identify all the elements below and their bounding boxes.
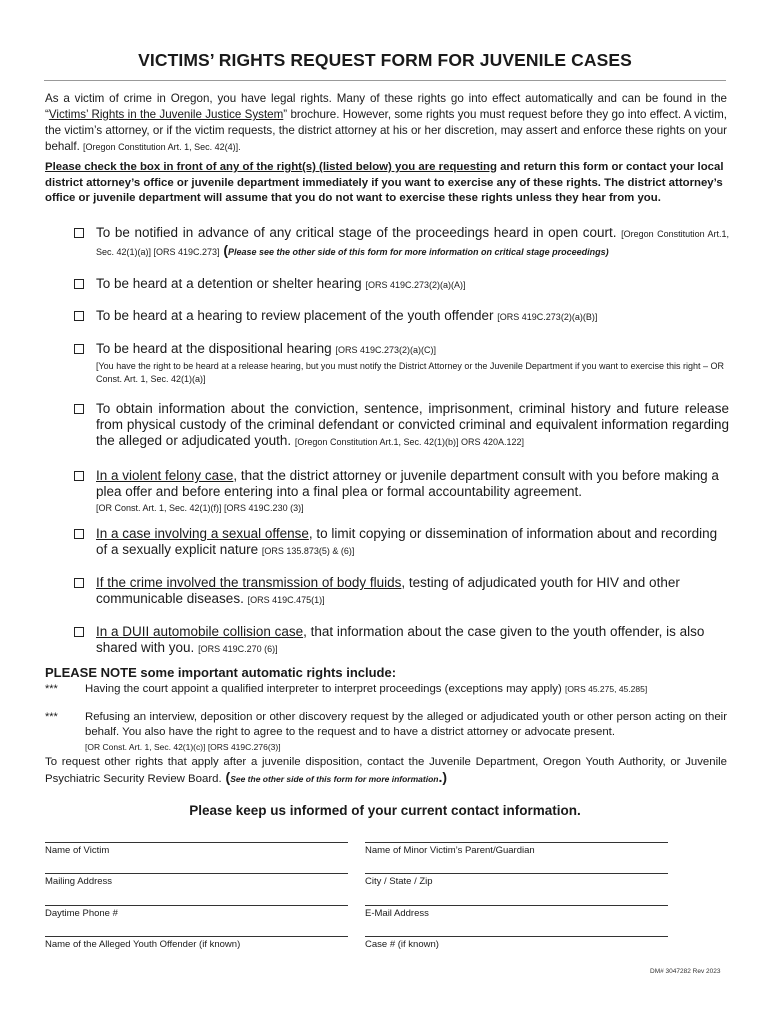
daytime-phone-label: Daytime Phone # bbox=[45, 908, 118, 919]
mailing-address-label: Mailing Address bbox=[45, 876, 113, 887]
checkbox-duii-collision[interactable] bbox=[74, 627, 84, 637]
document-id: DM# 3047282 Rev 2023 bbox=[650, 968, 721, 975]
right-item-sexual-offense: In a case involving a sexual offense, to limit copying or dissemination of information about and recording of a sexually explicit nature [ORS 135.873(5) & (6)] bbox=[74, 526, 729, 559]
automatic-rights-heading: PLEASE NOTE some important automatic rights include: bbox=[45, 665, 397, 680]
checkbox-violent-felony[interactable] bbox=[74, 471, 84, 481]
automatic-right-refuse-interview: *** Refusing an interview, deposition or other discovery request by the alleged or adjudicated youth or other person acting on their behalf. You also have the right to agree to the request and to have a district attorney or advocate present. [OR Const. Art. 1, Sec. 42(1)(c)] [ORS 419C.276(3)] bbox=[45, 711, 727, 752]
right-item-violent-felony: In a violent felony case, that the district attorney or juvenile department consult with you before making a plea offer and before entering into a final plea or formal accountability agreement. [OR Const. Art. 1, Sec. 42(1)(f)] [ORS 419C.230 (3)] bbox=[74, 468, 729, 515]
brochure-title: Victims’ Rights in the Juvenile Justice System bbox=[48, 108, 284, 121]
right-item-notification: To be notified in advance of any critical stage of the proceedings heard in open court. [Oregon Constitution Art.1, Sec. 42(1)(a)] [ORS 419C.273] (Please see the other side of this form for more information on critical stage proceedings) bbox=[74, 225, 729, 260]
intro-paragraph: As a victim of crime in Oregon, you have legal rights. Many of these rights go into effect automatically and can be found in the “Victims’ Rights in the Juvenile Justice System” brochure. However, some rights you must request before they go into effect. A victim, the victim’s attorney, or if the victim requests, the district attorney at his or her discretion, may assert and enforce these rights on your behalf. [Oregon Constitution Art. 1, Sec. 42(4)]. bbox=[45, 92, 727, 153]
victim-name-label: Name of Victim bbox=[45, 845, 110, 856]
city-state-zip-label: City / State / Zip bbox=[365, 876, 433, 887]
right-item-duii-collision: In a DUII automobile collision case, that information about the case given to the youth offender, is also shared with you. [ORS 419C.270 (6)] bbox=[74, 624, 729, 657]
instructions-paragraph: Please check the box in front of any of the right(s) (listed below) you are requesting and return this form or contact your local district attorney’s office or juvenile department immediately if you want to exercise any of these rights. The district attorney’s office or juvenile department will assume that you do not want to exercise these rights unless they hear from you. bbox=[45, 161, 724, 204]
youth-offender-label: Name of the Alleged Youth Offender (if known) bbox=[45, 939, 241, 950]
checkbox-sexual-offense[interactable] bbox=[74, 529, 84, 539]
right-item-detention-hearing: To be heard at a detention or shelter hearing [ORS 419C.273(2)(a)(A)] bbox=[74, 276, 729, 293]
youth-offender-field[interactable] bbox=[45, 936, 348, 950]
checkbox-placement-review[interactable] bbox=[74, 311, 84, 321]
city-state-zip-field[interactable] bbox=[365, 873, 668, 887]
other-rights-paragraph: To request other rights that apply after a juvenile disposition, contact the Juvenile Department, Oregon Youth Authority, or Juvenile Psychiatric Security Review Board. (See the other side of this form for more information.) bbox=[45, 756, 727, 785]
right-item-obtain-information: To obtain information about the conviction, sentence, imprisonment, criminal history and future release from physical custody of the criminal defendant or convicted criminal and equivalent information regarding the alleged or adjudicated youth. [Oregon Constitution Art.1, Sec. 42(1)(b)] ORS 420A.122] bbox=[74, 401, 729, 450]
mailing-address-field[interactable] bbox=[45, 873, 348, 887]
automatic-right-interpreter: *** Having the court appoint a qualified interpreter to interpret proceedings (exceptions may apply) [ORS 45.275, 45.285] bbox=[45, 683, 648, 695]
email-label: E-Mail Address bbox=[365, 908, 429, 919]
case-number-label: Case # (if known) bbox=[365, 939, 439, 950]
parent-name-label: Name of Minor Victim’s Parent/Guardian bbox=[365, 845, 535, 856]
form-title: VICTIMS’ RIGHTS REQUEST FORM FOR JUVENILE CASES bbox=[138, 50, 632, 70]
case-number-field[interactable] bbox=[365, 936, 668, 950]
checkbox-detention-hearing[interactable] bbox=[74, 279, 84, 289]
parent-name-field[interactable] bbox=[365, 842, 668, 856]
checkbox-notification[interactable] bbox=[74, 228, 84, 238]
checkbox-obtain-information[interactable] bbox=[74, 404, 84, 414]
right-item-placement-review: To be heard at a hearing to review placement of the youth offender [ORS 419C.273(2)(a)(B)] bbox=[74, 308, 729, 325]
right-item-dispositional-hearing: To be heard at the dispositional hearing [ORS 419C.273(2)(a)(C)] [You have the right to be heard at a release hearing, but you must notify the District Attorney or the Juvenile Department if you want to exercise this right – OR Const. Art. 1, Sec. 42(1)(a)] bbox=[74, 341, 729, 386]
release-hearing-note: [You have the right to be heard at a release hearing, but you must notify the District Attorney or the Juvenile Department if you want to exercise this right – OR Const. Art. 1, Sec. 42(1)(a)] bbox=[96, 361, 725, 384]
keep-informed-heading: Please keep us informed of your current contact information. bbox=[189, 803, 581, 818]
checkbox-body-fluids[interactable] bbox=[74, 578, 84, 588]
title-divider bbox=[44, 80, 726, 81]
checkbox-dispositional-hearing[interactable] bbox=[74, 344, 84, 354]
daytime-phone-field[interactable] bbox=[45, 905, 348, 919]
intro-citation: [Oregon Constitution Art. 1, Sec. 42(4)]. bbox=[83, 142, 241, 152]
email-field[interactable] bbox=[365, 905, 668, 919]
right-item-body-fluids: If the crime involved the transmission of body fluids, testing of adjudicated youth for HIV and other communicable diseases. [ORS 419C.475(1)] bbox=[74, 575, 729, 608]
victim-name-field[interactable] bbox=[45, 842, 348, 856]
